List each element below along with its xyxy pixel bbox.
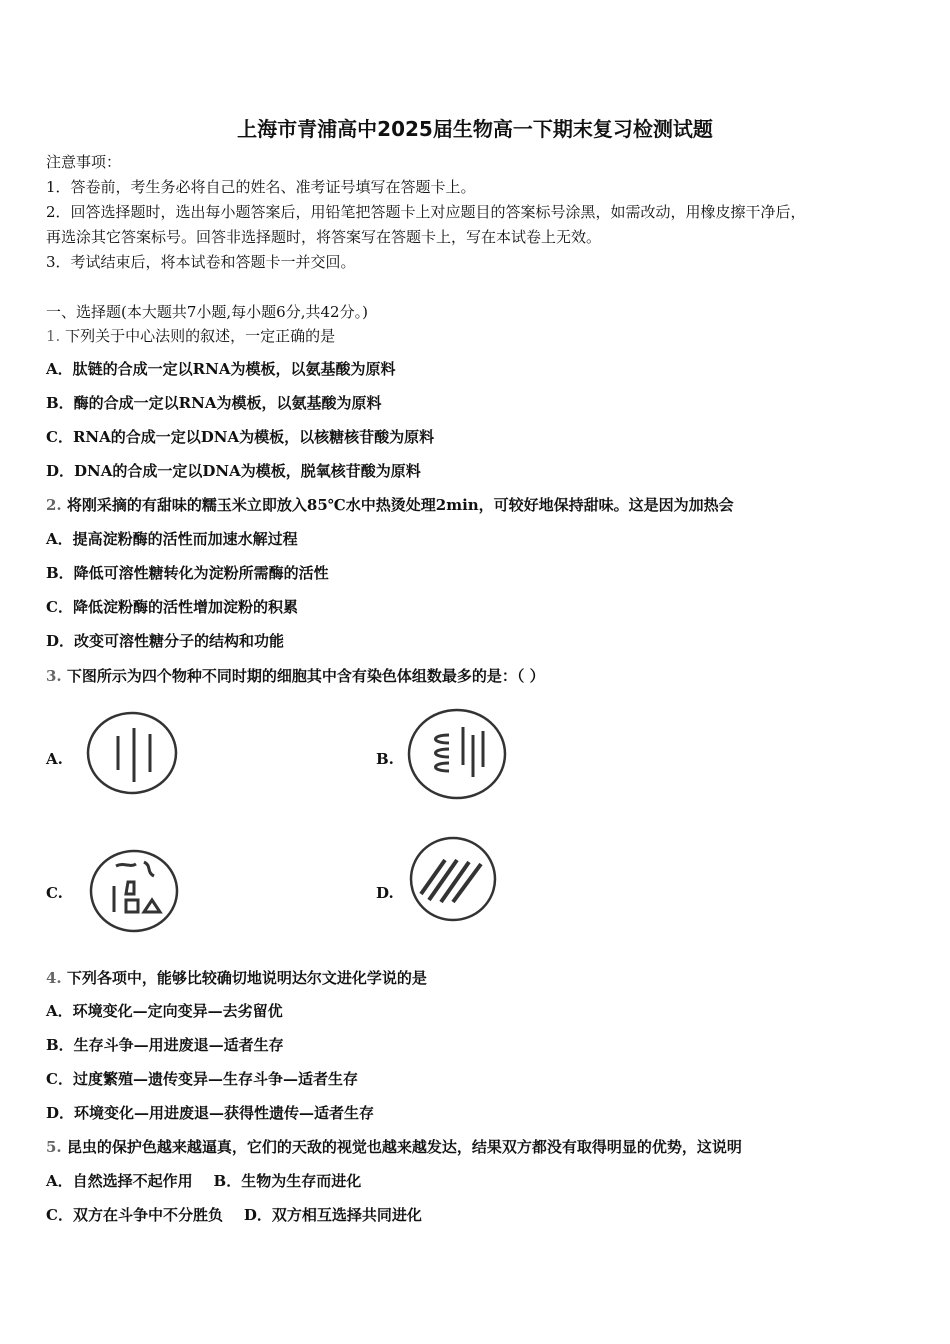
notice-heading: 注意事项：: [46, 153, 122, 171]
question-number: 3.: [46, 667, 62, 685]
q4-option-d: D．环境变化—用进废退—获得性遗传—适者生存: [46, 1104, 375, 1122]
figure-label-c: C.: [46, 884, 63, 902]
q2-option-b: B．降低可溶性糖转化为淀粉所需酶的活性: [46, 564, 329, 582]
question-number: 5.: [46, 1138, 62, 1156]
question-1: [46, 326, 335, 346]
q4-option-b: B．生存斗争—用进废退—适者生存: [46, 1036, 284, 1054]
page-title: 上海市青浦高中2025届生物高一下期末复习检测试题: [237, 117, 713, 141]
question-stem: 下列关于中心法则的叙述，一定正确的是: [65, 327, 336, 345]
q2-option-d: D．改变可溶性糖分子的结构和功能: [46, 632, 285, 650]
cell-figure-a: [84, 708, 182, 798]
question-number: 4.: [46, 969, 62, 987]
q5-options-ab: A．自然选择不起作用 B．生物为生存而进化: [46, 1172, 362, 1190]
question-number: 1.: [46, 327, 61, 345]
q1-option-c: C．RNA的合成一定以DNA为模板，以核糖核苷酸为原料: [46, 428, 435, 446]
question-stem: 昆虫的保护色越来越逼真，它们的天敌的视觉也越来越发达，结果双方都没有取得明显的优势，这说明: [66, 1138, 742, 1156]
cell-figure-d: [407, 834, 499, 924]
notice-item-3: 3．考试结束后，将本试卷和答题卡一并交回。: [46, 253, 356, 271]
notice-item-2-cont: 再选涂其它答案标号。回答非选择题时，将答案写在答题卡上，写在本试卷上无效。: [46, 228, 602, 246]
figure-label-a: A.: [46, 750, 63, 768]
cell-figure-c: [86, 846, 182, 936]
question-5: [46, 1137, 742, 1157]
q1-option-a: A．肽链的合成一定以RNA为模板，以氨基酸为原料: [46, 360, 396, 378]
section-heading: 一、选择题(本大题共7小题,每小题6分,共42分。): [46, 303, 368, 321]
cell-figure-b: [405, 705, 509, 803]
question-number: 2.: [46, 496, 62, 514]
notice-item-2: 2．回答选择题时，选出每小题答案后，用铅笔把答题卡上对应题目的答案标号涂黑，如需改动，用橡皮擦干净后，: [46, 203, 806, 221]
question-stem: 下图所示为四个物种不同时期的细胞其中含有染色体组数最多的是：（ ）: [66, 667, 545, 685]
q2-option-c: C．降低淀粉酶的活性增加淀粉的积累: [46, 598, 298, 616]
question-stem: 将刚采摘的有甜味的糯玉米立即放入85℃水中热烫处理2min，可较好地保持甜味。这是因为加热会: [66, 496, 734, 514]
question-3: [46, 666, 545, 686]
question-2: [46, 495, 734, 515]
figure-label-b: B.: [376, 750, 394, 768]
q5-options-cd: C．双方在斗争中不分胜负 D．双方相互选择共同进化: [46, 1206, 422, 1224]
figure-label-d: D.: [376, 884, 394, 902]
q2-option-a: A．提高淀粉酶的活性而加速水解过程: [46, 530, 298, 548]
question-stem: 下列各项中，能够比较确切地说明达尔文进化学说的是: [66, 969, 427, 987]
q4-option-c: C．过度繁殖—遗传变异—生存斗争—适者生存: [46, 1070, 358, 1088]
question-4: [46, 968, 427, 988]
q1-option-b: B．酶的合成一定以RNA为模板，以氨基酸为原料: [46, 394, 382, 412]
q1-option-d: D．DNA的合成一定以DNA为模板，脱氧核苷酸为原料: [46, 462, 421, 480]
q4-option-a: A．环境变化—定向变异—去劣留优: [46, 1002, 283, 1020]
notice-item-1: 1．答卷前，考生务必将自己的姓名、准考证号填写在答题卡上。: [46, 178, 476, 196]
